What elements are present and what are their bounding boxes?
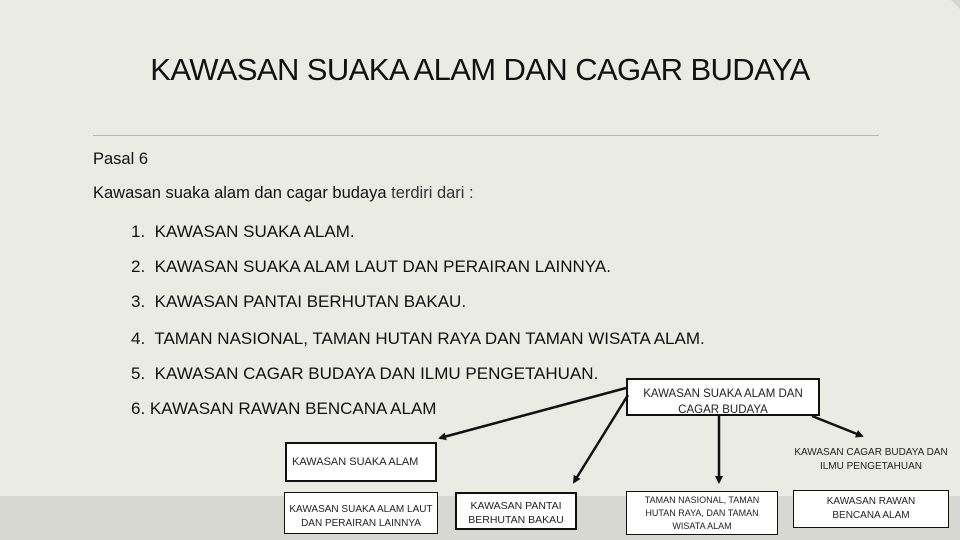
list-number: 6. xyxy=(131,399,146,418)
list-number: 2. xyxy=(131,257,146,276)
arrow-to-suaka-alam xyxy=(440,388,626,438)
list-number: 3. xyxy=(131,292,146,311)
diagram-laut-box: KAWASAN SUAKA ALAM LAUT DAN PERAIRAN LAINNYA xyxy=(284,492,438,534)
diagram-rawan-box: KAWASAN RAWAN BENCANA ALAM xyxy=(793,490,949,528)
diagram-cagar-budaya-box: KAWASAN CAGAR BUDAYA DAN ILMU PENGETAHUAN xyxy=(794,447,948,472)
arrow-to-cagar-budaya xyxy=(812,416,862,436)
list-text: KAWASAN SUAKA ALAM. xyxy=(154,222,355,241)
list-number: 1. xyxy=(131,222,146,241)
arrow-to-bakau xyxy=(574,395,628,482)
list-text: KAWASAN SUAKA ALAM LAUT DAN PERAIRAN LAINNYA. xyxy=(154,257,611,276)
diagram-bakau-box: KAWASAN PANTAI BERHUTAN BAKAU xyxy=(455,492,577,530)
diagram-root-box: KAWASAN SUAKA ALAM DAN CAGAR BUDAYA xyxy=(626,378,820,416)
slide-title: KAWASAN SUAKA ALAM DAN CAGAR BUDAYA xyxy=(150,52,810,87)
list-text: TAMAN NASIONAL, TAMAN HUTAN RAYA DAN TAMAN WISATA ALAM. xyxy=(154,329,705,348)
list-text: KAWASAN PANTAI BERHUTAN BAKAU. xyxy=(154,292,467,311)
intro-lead: Kawasan suaka alam dan cagar budaya xyxy=(93,184,387,202)
list-number: 5. xyxy=(131,364,146,383)
list-text: KAWASAN RAWAN BENCANA ALAM xyxy=(149,399,437,418)
diagram-taman-box: TAMAN NASIONAL, TAMAN HUTAN RAYA, DAN TAMAN WISATA ALAM xyxy=(626,491,778,535)
article-label: Pasal 6 xyxy=(93,150,149,168)
list-number: 4. xyxy=(131,329,146,348)
intro-tail: terdiri dari : xyxy=(386,184,474,202)
list-text: KAWASAN CAGAR BUDAYA DAN ILMU PENGETAHUAN. xyxy=(154,364,599,383)
diagram-suaka-alam-box: KAWASAN SUAKA ALAM xyxy=(285,442,437,482)
